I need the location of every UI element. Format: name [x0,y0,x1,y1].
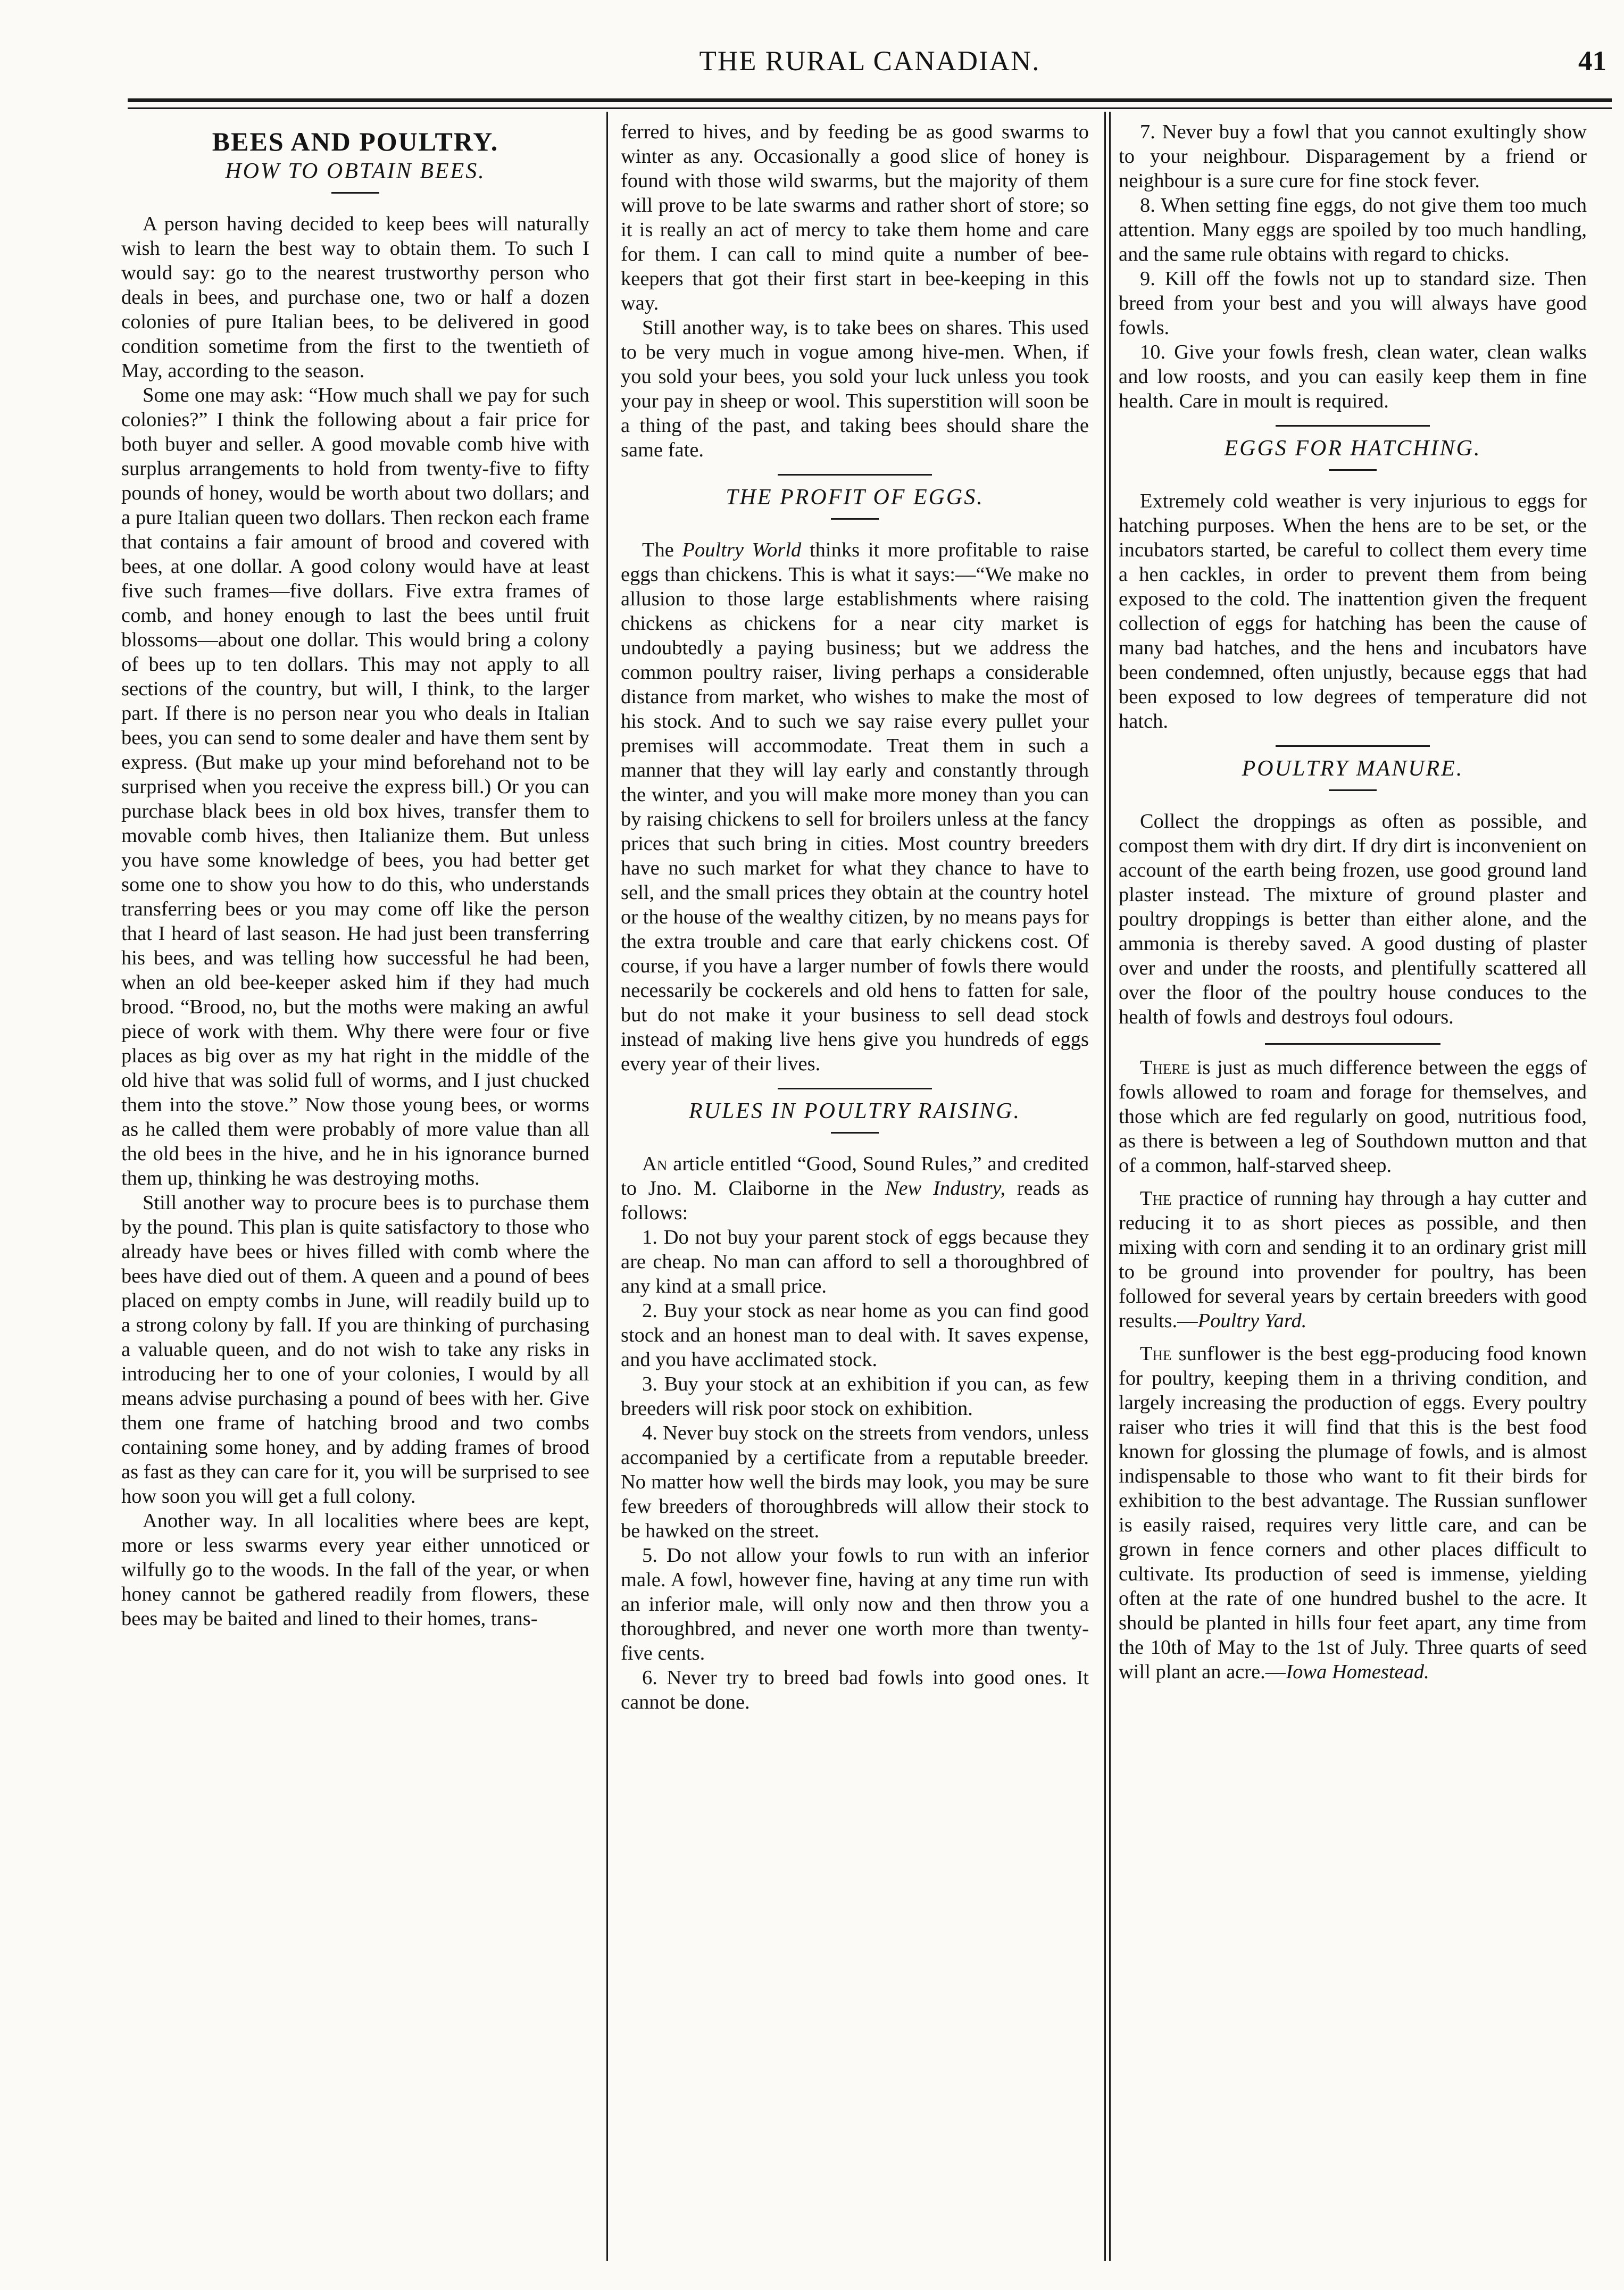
article-heading: EGGS FOR HATCHING. [1224,436,1481,461]
section-rule [778,1088,932,1089]
paragraph: An article entitled “Good, Sound Rules,” and credited to Jno. M. Claiborne in the New Industry, reads as follows: [621,1153,1089,1224]
article-heading: POULTRY MANURE. [1242,756,1464,781]
section-title: BEES AND POULTRY. [212,127,499,156]
column-divider [606,112,608,2261]
rule-item: 5. Do not allow your fowls to run with an inferior male. A fowl, however fine, having at any time run with an inferior male, will only now and then throw you a thoroughbred, and never one worth more than twenty-five cents. [621,1544,1089,1664]
paragraph: Some one may ask: “How much shall we pay for such colonies?” I think the following about a fair price for both buyer and seller. A good movable comb hive with surplus arrangements to hold from twenty-five to fifty pounds of honey, would be worth about two dollars; and a pure Italian queen two dollars. Then reckon each frame that contains a fair amount of brood and covered with bees, at one dollar. A good colony would have at least five such frames—five dollars. Five extra frames of comb, and honey enough to last the bees until fruit blossoms—about one dollar. This would bring a colony of bees up to ten dollars. This may not apply to all sections of the country, but will, I think, to the larger part. If there is no person near you who deals in Italian bees, you can send to some dealer and have them sent by express. (But make up your mind beforehand not to be surprised when you receive the express bill.) Or you can purchase black bees in old box hives, transfer them to movable comb hives, then Italianize them. But unless you have some knowledge of bees, you had better get some one to show you how to do this, who understands transferring bees or you may come off like the person that I heard of last season. He had just been transferring his bees, and was telling how successful he had been, when an old bee-keeper asked him if they had much brood. “Brood, no, but the moths were making an awful piece of work with them. Why there were four or five places as big over as my hat right in the middle of the old hive that was solid full of worms, and I just chucked them into the stove.” Now those young bees, or worms as he called them were probably of more value than all the old bees in the hive, and he in his ignorance burned them up, thinking he was destroying moths. [121,384,589,1189]
column-divider [1109,112,1111,2261]
section-rule [1276,745,1430,747]
rule-item: 9. Kill off the fowls not up to standard size. Then breed from your best and you will always have good fowls. [1119,268,1587,339]
paragraph: The sunflower is the best egg-producing food known for poultry, keeping them in a thriving condition, and largely increasing the production of eggs. Every poultry raiser who tries it will find that this is the best food known for glossing the plumage of fowls, and is almost indispensable to those who want to fit their birds for exhibition to the best advantage. The Russian sunflower is easily raised, requires very little care, and can be grown in fence corners and other places difficult to cultivate. Its production of seed is immense, yielding often at the rate of one hundred bushel to the acre. It should be planted in hills four feet apart, any time from the 10th of May to the 1st of July. Three quarts of seed will plant an acre.—Iowa Homestead. [1119,1343,1587,1683]
paragraph: Another way. In all localities where bees are kept, more or less swarms every year either unnoticed or wilfully go to the woods. In the fall of the year, or when honey cannot be gathered readily from flowers, these bees may be baited and lined to their homes, trans- [121,1510,589,1630]
column-3 [1119,120,1587,1684]
header-rule-thin [128,107,1612,109]
paragraph: Extremely cold weather is very injurious to eggs for hatching purposes. When the hens are to be set, or the incubators started, be careful to collect them every time a hen cackles, in order to prevent them from being exposed to the cold. The inattention given the frequent collection of eggs for hatching has been the cause of many bad hatches, and the hens and incubators have been condemned, often unjustly, because eggs that had been exposed to low degrees of temperature did not hatch. [1119,490,1587,732]
rule-item: 1. Do not buy your parent stock of eggs because they are cheap. No man can afford to sell a thoroughbred of any kind at a small price. [621,1226,1089,1297]
heading-rule [1329,789,1377,791]
article-heading: THE PROFIT OF EGGS. [726,485,984,510]
newspaper-title: THE RURAL CANADIAN. [699,46,1040,77]
paragraph: Collect the droppings as often as possible, and compost them with dry dirt. If dry dirt is inconvenient on account of the earth being frozen, use good ground land plaster instead. The mixture of ground plaster and poultry droppings is better than either alone, and the ammonia is thereby saved. A good dusting of plaster over and under the roosts, and plentifully scattered all over the floor of the poultry house conduces to the health of fowls and destroys foul odours. [1119,810,1587,1028]
paragraph: Still another way to procure bees is to purchase them by the pound. This plan is quite satisfactory to those who already have bees or hives filled with comb where the bees have died out of them. A queen and a pound of bees placed on empty combs in June, will readily build up to a strong colony by fall. If you are thinking of purchasing a valuable queen, and do not wish to take any risks in introducing her to one of your colonies, I would by all means advise purchasing a pound of bees with her. Give them one frame of hatching brood and two combs containing some honey, and by adding frames of brood as fast as they can care for it, you will be surprised to see how soon you will get a full colony. [121,1192,589,1508]
heading-rule [1329,469,1377,471]
rule-item: 6. Never try to breed bad fowls into good ones. It cannot be done. [621,1667,1089,1713]
paragraph: The Poultry World thinks it more profitable to raise eggs than chickens. This is what it says:—“We make no allusion to those large establishments where raising chickens as chickens for a near city market is undoubtedly a paying business; but we address the common poultry raiser, living perhaps a considerable distance from market, who wishes to make the most of his stock. And to such we say raise every pullet your premises will accommodate. Treat them in such a manner that they will lay early and constantly through the winter, and you will make more money than you can by raising chickens to sell for broilers unless at the fancy prices that such bring in cities. Most country breeders have no such market for what they chance to have to sell, and the small prices they obtain at the country hotel or the house of the wealthy citizen, by no means pays for the extra trouble and care that early chickens cost. Of course, if you have a larger number of fowls there would necessarily be cockerels and old hens to fatten for sale, but do not make it your business to sell dead stock instead of making live hens give you hundreds of eggs every year of their lives. [621,539,1089,1075]
column-2 [621,120,1089,1714]
paragraph: ferred to hives, and by feeding be as good swarms to winter as any. Occasionally a good slice of honey is found with those wild swarms, but the majority of them will prove to be late swarms and rather short of store; so it is really an act of mercy to take them home and care for them. I can call to mind quite a number of bee-keepers that got their first start in bee-keeping in this way. [621,121,1089,314]
rule-item: 3. Buy your stock at an exhibition if you can, as few breeders will risk poor stock on exhibition. [621,1373,1089,1420]
page-number: 41 [1578,46,1606,77]
rule-item: 7. Never buy a fowl that you cannot exultingly show to your neighbour. Disparagement by a friend or neighbour is a sure cure for fine stock fever. [1119,121,1587,192]
rule-item: 4. Never buy stock on the streets from vendors, unless accompanied by a certificate from a reputable breeder. No matter how well the birds may look, you may be sure few breeders of thoroughbreds will allow their stock to be hawked on the street. [621,1422,1089,1542]
rule-item: 10. Give your fowls fresh, clean water, clean walks and low roosts, and you can easily keep them in fine health. Care in moult is required. [1119,341,1587,412]
rule-item: 2. Buy your stock as near home as you can find good stock and an honest man to deal with. It saves expense, and you have acclimated stock. [621,1300,1089,1371]
paragraph: A person having decided to keep bees will naturally wish to learn the best way to obtain them. To such I would say: go to the nearest trustworthy person who deals in bees, and purchase one, two or half a dozen colonies of pure Italian bees, to be delivered in good condition sometime from the first to the twentieth of May, according to the season. [121,213,589,382]
column-divider [1104,112,1106,2261]
article-heading: RULES IN POULTRY RAISING. [688,1099,1021,1123]
paragraph: Still another way, is to take bees on shares. This used to be very much in vogue among hive-men. When, if you sold your bees, you sold your luck unless you took your pay in sheep or wool. This superstition will soon be a thing of the past, and taking bees should share the same fate. [621,317,1089,461]
section-rule [778,474,932,476]
section-rule [1276,425,1430,427]
heading-rule [831,518,879,520]
heading-rule [331,192,379,194]
article-heading: HOW TO OBTAIN BEES. [225,159,486,184]
column-1 [121,120,589,1631]
page-header [125,40,1614,93]
header-rule-thick [128,98,1612,102]
section-rule [1265,1043,1440,1045]
paragraph: There is just as much difference between the eggs of fowls allowed to roam and forage for themselves, and those which are fed regularly on good, nutritious food, as there is between a leg of Southdown mutton and that of a common, half-starved sheep. [1119,1056,1587,1177]
heading-rule [831,1132,879,1134]
paragraph: The practice of running hay through a hay cutter and reducing it to as short pieces as possible, and then mixing with corn and sending it to an ordinary grist mill to be ground into provender for poultry, has been followed for several years by certain breeders with good results.—Poultry Yard. [1119,1187,1587,1332]
rule-item: 8. When setting fine eggs, do not give them too much attention. Many eggs are spoiled by too much handling, and the same rule obtains with regard to chicks. [1119,194,1587,265]
